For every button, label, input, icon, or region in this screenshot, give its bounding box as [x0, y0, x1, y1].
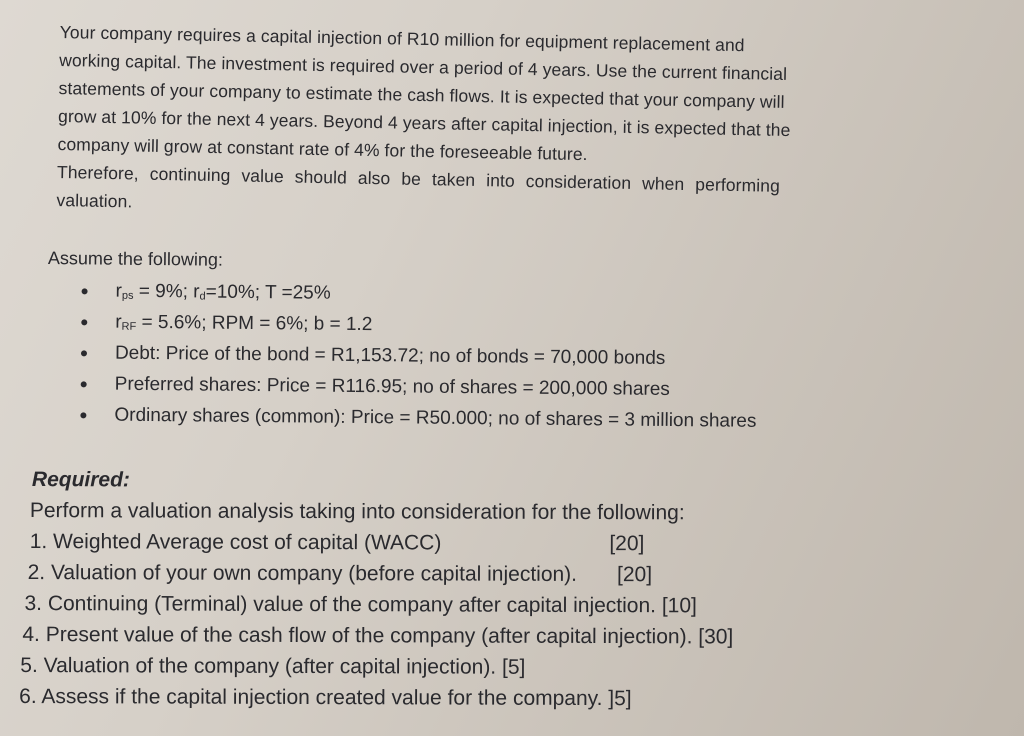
assumptions-heading: Assume the following: — [47, 248, 224, 270]
required-item: 6. Assess if the capital injection created value for the company. ]5] — [19, 684, 632, 711]
bullet-icon — [80, 412, 86, 418]
assumption-item: Preferred shares: Price = R116.95; no of shares = 200,000 shares — [47, 368, 947, 408]
assumption-item: $r_{ps} = 9\%$; $r_d=10\%$; T =25% — [47, 275, 947, 315]
intro-line: valuation. — [56, 189, 133, 212]
intro-line: Therefore, continuing value should also be taken into consideration when performing — [56, 161, 781, 196]
required-intro: Perform a valuation analysis taking into consideration for the following: — [29, 499, 685, 525]
bullet-icon — [82, 288, 88, 294]
bullet-icon — [81, 350, 87, 356]
intro-line: statements of your company to estimate the cash flows. It is expected that your company will — [58, 77, 785, 112]
bullet-icon — [81, 319, 87, 325]
required-item: 5. Valuation of the company (after capital injection). [5] — [20, 654, 526, 679]
assumption-item: Ordinary shares (common): Price = R50.000; no of shares = 3 million shares — [46, 399, 946, 439]
intro-line: company will grow at constant rate of 4% for the foreseeable future. — [57, 133, 588, 165]
intro-line: working capital. The investment is required over a period of 4 years. Use the current financial — [59, 49, 788, 84]
required-item: 4. Present value of the cash flow of the company (after capital injection). [30] — [22, 623, 734, 649]
intro-line: grow at 10% for the next 4 years. Beyond 4 years after capital injection, it is expected that the — [57, 105, 791, 141]
required-item: 1. Weighted Average cost of capital (WACC) [20] — [20, 526, 980, 560]
marks-label: [20] — [609, 532, 645, 556]
assumptions-list — [46, 275, 947, 439]
bullet-icon — [81, 381, 87, 387]
assumption-item: Debt: Price of the bond = R1,153.72; no of bonds = 70,000 bonds — [47, 337, 947, 377]
required-section — [19, 464, 980, 715]
assumption-item: $r_{RF} = 5.6\%$; RPM = 6%; b = 1.2 — [47, 306, 947, 346]
marks-label: [20] — [616, 563, 653, 587]
required-item: 2. Valuation of your own company (before capital injection). [20] — [20, 557, 980, 591]
intro-paragraph — [56, 18, 990, 232]
assumptions-section — [46, 248, 948, 439]
required-item: 3. Continuing (Terminal) value of the company after capital injection. [10] — [24, 592, 697, 618]
required-heading: Required: — [31, 468, 131, 492]
required-list — [19, 526, 980, 715]
intro-line: Your company requires a capital injection of R10 million for equipment replacement and — [59, 21, 745, 56]
